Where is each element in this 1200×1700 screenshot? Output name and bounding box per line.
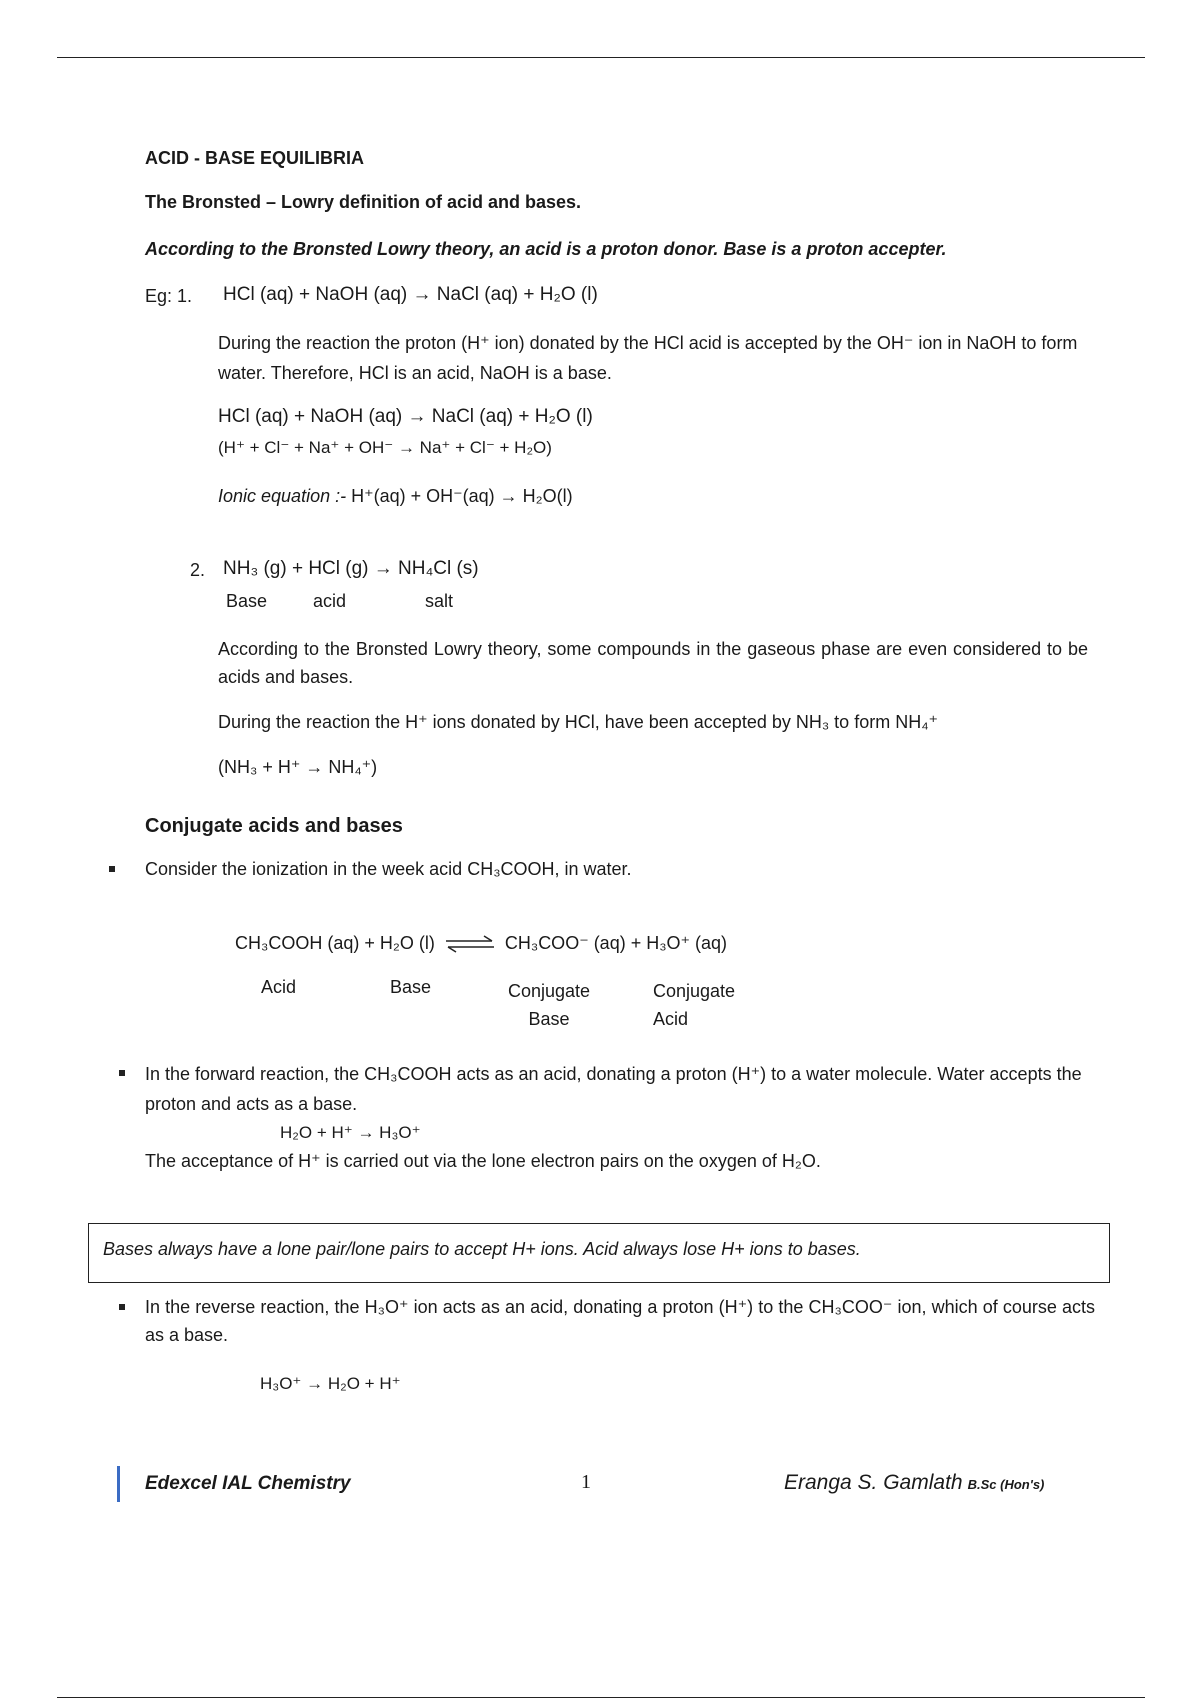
bullet-marker: [119, 1070, 125, 1076]
example1-equation: HCl (aq) + NaOH (aq) → NaCl (aq) + H₂O (l): [223, 284, 598, 305]
example1-label: Eg: 1.: [145, 286, 193, 306]
label-conjugate-base: [508, 977, 590, 1033]
label-conjugate-acid-line1: Conjugate: [653, 981, 736, 1001]
equation-reverse: H₃O⁺ → H₂O + H⁺: [260, 1374, 401, 1393]
example1-ionic-breakdown: (H⁺ + Cl⁻ + Na⁺ + OH⁻ → Na⁺ + Cl⁻ + H₂O): [218, 438, 552, 457]
author-name: Eranga S. Gamlath: [784, 1471, 963, 1494]
label-acid: Acid: [261, 977, 297, 997]
ionic-equation-label: Ionic equation :-: [218, 486, 347, 506]
equilibrium-arrow-icon: [444, 935, 496, 953]
example1-ionic-line: [218, 486, 573, 507]
page-number: 1: [581, 1471, 591, 1493]
page-title: ACID - BASE EQUILIBRIA: [145, 148, 365, 168]
definition-heading: The Bronsted – Lowry definition of acid and bases.: [145, 192, 582, 212]
label-conjugate-base-line1: Conjugate: [508, 981, 591, 1001]
conjugate-eq-left: CH₃COOH (aq) + H₂O (l): [235, 933, 435, 953]
author-credential: B.Sc (Hon's): [967, 1477, 1045, 1492]
note-box: [88, 1223, 1110, 1283]
conjugate-eq-right: CH₃COO⁻ (aq) + H₃O⁺ (aq): [504, 933, 728, 953]
example2-equation3: (NH₃ + H⁺ → NH₄⁺): [218, 757, 378, 777]
conjugate-bullet2: In the forward reaction, the CH₃COOH acts as an acid, donating a proton (H⁺) to a water molecule. Water accepts the proton and acts as a base.: [145, 1064, 1082, 1114]
conjugate-heading: Conjugate acids and bases: [145, 815, 403, 837]
bullet-marker: [119, 1304, 125, 1310]
example2-label-base: Base: [226, 591, 268, 611]
example1-equation-repeat: HCl (aq) + NaOH (aq) → NaCl (aq) + H₂O (l): [218, 406, 593, 427]
equation-water: H₂O + H⁺ → H₃O⁺: [280, 1123, 421, 1142]
note-box-text: Bases always have a lone pair/lone pairs to accept H+ ions. Acid always lose H+ ions to bases.: [103, 1239, 861, 1259]
footer-accent-bar: [117, 1466, 120, 1502]
example2-label-salt: salt: [425, 591, 454, 611]
label-base: Base: [390, 977, 432, 997]
top-rule: [57, 57, 1145, 58]
conjugate-equation: [235, 933, 727, 954]
bottom-rule: [57, 1697, 1145, 1698]
ionic-equation: H⁺(aq) + OH⁻(aq) → H₂O(l): [346, 486, 573, 506]
label-conjugate-acid: [653, 977, 735, 1033]
example2-label-acid: acid: [313, 591, 347, 611]
example1-explanation: During the reaction the proton (H⁺ ion) donated by the HCl acid is accepted by the OH⁻ ion in NaOH to form water. Therefore, HCl is an acid, NaOH is a base.: [218, 333, 1078, 383]
footer-left: Edexcel IAL Chemistry: [145, 1473, 351, 1494]
definition-statement: According to the Bronsted Lowry theory, an acid is a proton donor. Base is a proton accepter.: [145, 239, 947, 259]
conjugate-bullet3: In the reverse reaction, the H₃O⁺ ion acts as an acid, donating a proton (H⁺) to the CH₃COO⁻ ion, which of course acts as a base.: [145, 1297, 1095, 1345]
example2-equation: NH₃ (g) + HCl (g) → NH₄Cl (s): [223, 558, 479, 579]
example2-explanation1: According to the Bronsted Lowry theory, some compounds in the gaseous phase are even considered to be acids and bases.: [218, 639, 1088, 687]
example2-explanation2: During the reaction the H⁺ ions donated by HCl, have been accepted by NH₃ to form NH₄⁺: [218, 712, 939, 732]
label-conjugate-acid-line2: Acid: [653, 1009, 689, 1029]
example2-label: 2.: [190, 560, 206, 580]
acceptance-text: The acceptance of H⁺ is carried out via the lone electron pairs on the oxygen of H₂O.: [145, 1151, 821, 1171]
footer-author: [784, 1471, 1044, 1495]
bullet-marker: [109, 866, 115, 872]
label-conjugate-base-line2: Base: [528, 1009, 570, 1029]
conjugate-bullet1: Consider the ionization in the week acid CH₃COOH, in water.: [145, 859, 632, 879]
